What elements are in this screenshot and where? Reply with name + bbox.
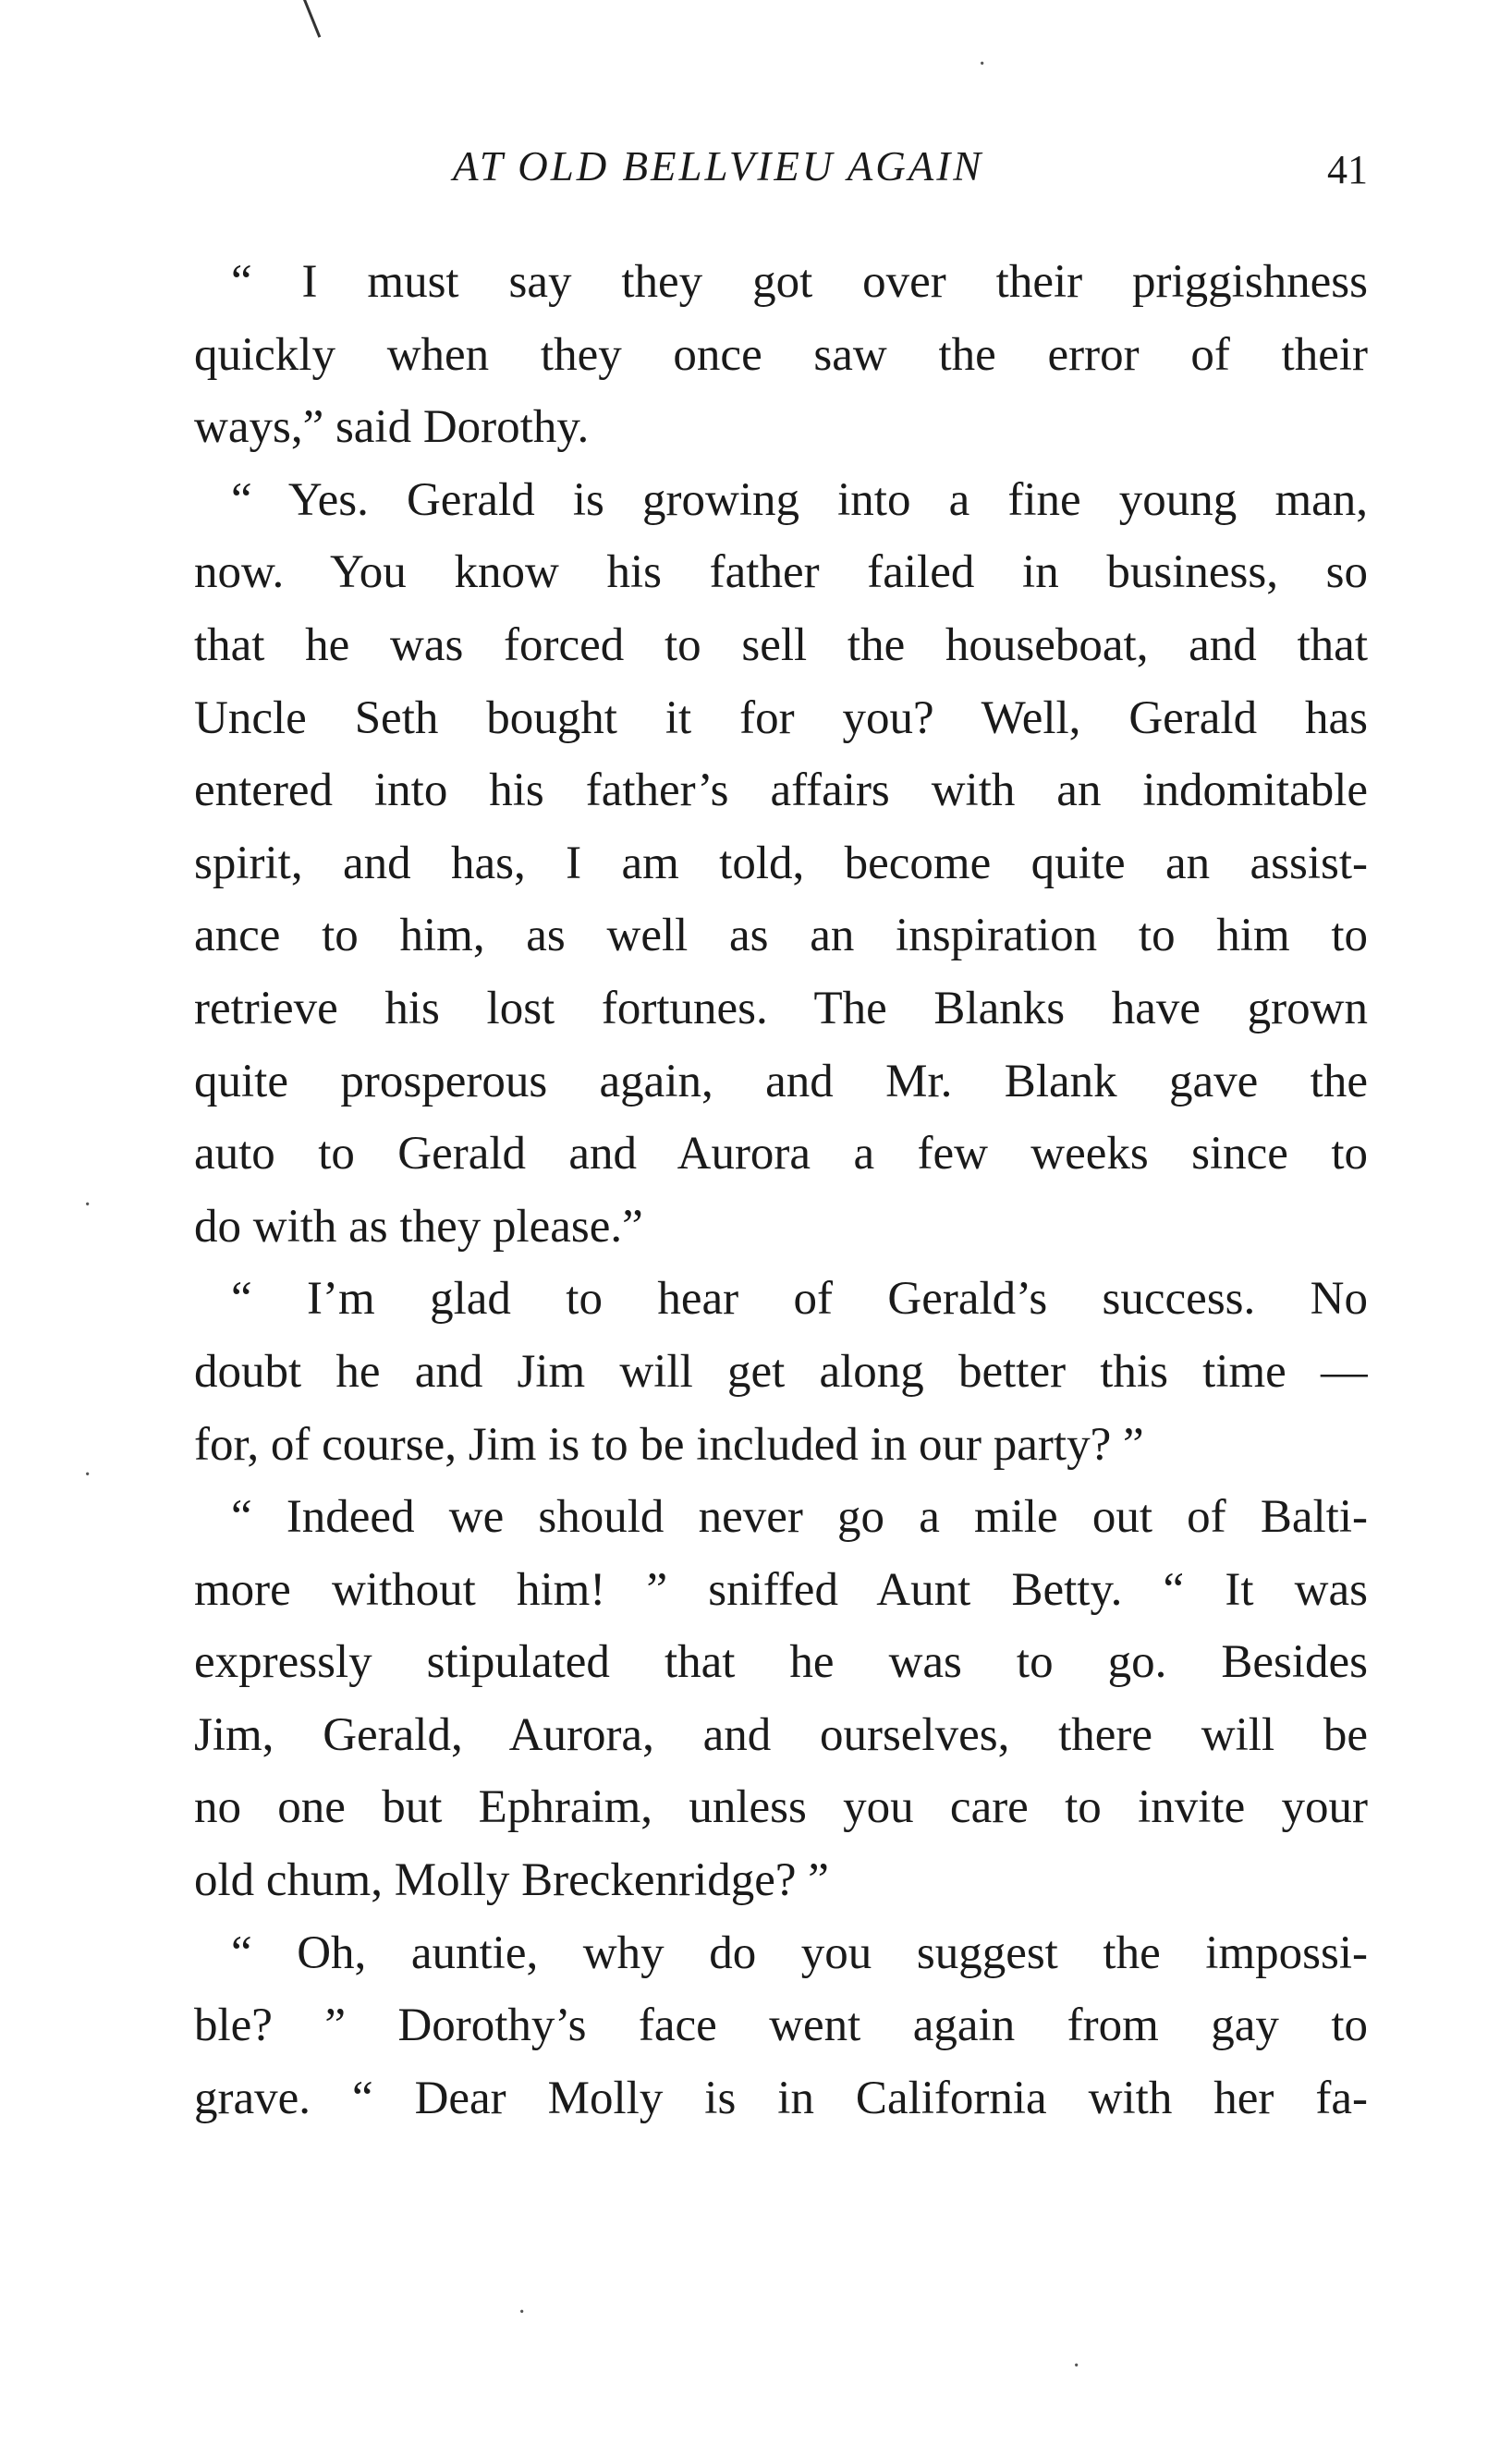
speck: · [518, 2298, 527, 2327]
text-line: Jim, Gerald, Aurora, and ourselves, there will be [194, 1708, 1368, 1761]
text-line: expressly stipulated that he was to go. Besides [194, 1636, 1368, 1689]
body-text [194, 246, 1368, 2134]
text-line: quickly when they once saw the error of their [194, 328, 1368, 381]
text-line: for, of course, Jim is to be included in our party? ” [194, 1418, 1144, 1471]
text-line: ance to him, as well as an inspiration to him to [194, 910, 1368, 962]
ink-stroke [303, 0, 321, 38]
text-line: “ Oh, auntie, why do you suggest the impossi- [231, 1926, 1368, 1979]
text-line: quite prosperous again, and Mr. Blank gave the [194, 1055, 1368, 1107]
text-line: grave. “ Dear Molly is in California with her fa- [194, 2072, 1368, 2124]
text-line: retrieve his lost fortunes. The Blanks have grown [194, 982, 1368, 1034]
speck: · [1072, 2352, 1081, 2380]
speck: · [83, 1191, 92, 1219]
speck: · [83, 1461, 92, 1489]
text-line: “ Indeed we should never go a mile out of Balti- [231, 1491, 1368, 1544]
text-line: more without him! ” sniffed Aunt Betty. “ It was [194, 1563, 1368, 1616]
page-number: 41 [1327, 147, 1368, 192]
text-line: now. You know his father failed in business, so [194, 546, 1368, 599]
text-line: “ I must say they got over their priggishness [231, 256, 1368, 308]
text-line: spirit, and has, I am told, become quite an assist- [194, 837, 1368, 889]
speck: · [978, 50, 987, 79]
text-line: “ I’m glad to hear of Gerald’s success. No [231, 1273, 1368, 1326]
text-line: that he was forced to sell the houseboat, and that [194, 618, 1368, 671]
running-head: AT OLD BELLVIEU AGAIN [453, 143, 984, 190]
text-line: old chum, Molly Breckenridge? ” [194, 1854, 829, 1907]
page-header [194, 139, 1368, 203]
text-line: entered into his father’s affairs with an indomitable [194, 764, 1368, 817]
text-line: do with as they please.” [194, 1200, 643, 1253]
text-line: ble? ” Dorothy’s face went again from gay to [194, 2000, 1368, 2052]
text-line: doubt he and Jim will get along better this time — [194, 1345, 1368, 1398]
text-line: “ Yes. Gerald is growing into a fine young man, [231, 473, 1368, 526]
text-line: no one but Ephraim, unless you care to invite your [194, 1781, 1368, 1834]
text-line: auto to Gerald and Aurora a few weeks since to [194, 1128, 1368, 1180]
text-line: Uncle Seth bought it for you? Well, Gerald has [194, 691, 1368, 744]
text-line: ways,” said Dorothy. [194, 401, 590, 454]
